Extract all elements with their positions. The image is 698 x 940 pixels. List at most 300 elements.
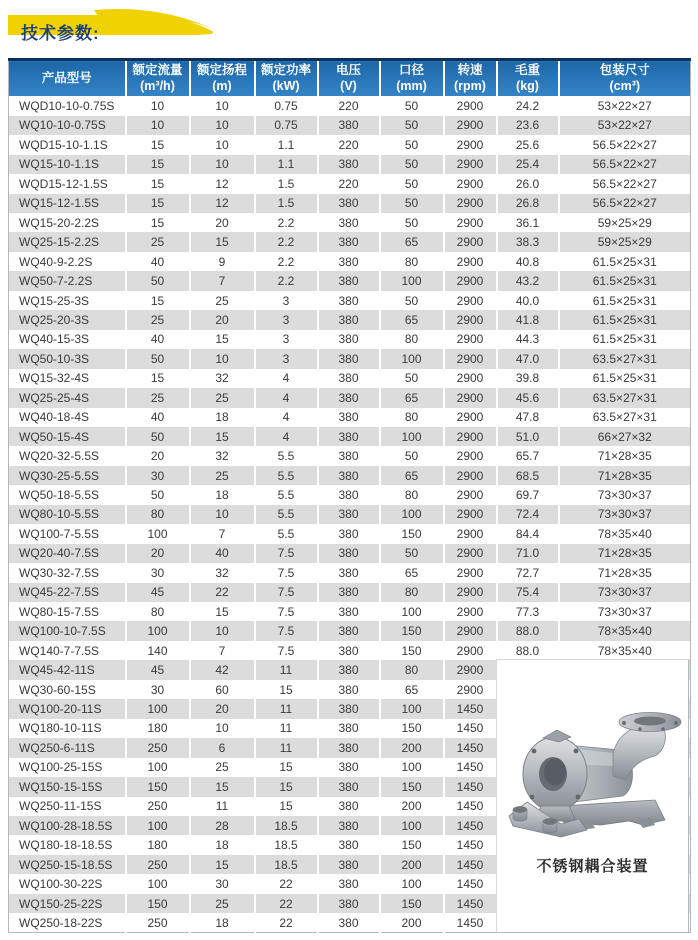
cell-power: 5.5 xyxy=(255,446,318,465)
cell-flow: 50 xyxy=(126,349,190,368)
cell-size: 53×22×27 xyxy=(559,96,691,115)
cell-weight: 47.8 xyxy=(497,408,559,427)
cell-flow: 180 xyxy=(126,835,190,854)
cell-model: WQD15-12-1.5S xyxy=(9,174,126,193)
cell-weight: 77.3 xyxy=(497,602,559,621)
cell-diameter: 65 xyxy=(380,680,444,699)
cell-model: WQ40-18-4S xyxy=(9,408,126,427)
cell-size: 61.5×25×31 xyxy=(559,310,691,329)
cell-size: 78×35×40 xyxy=(559,524,691,543)
cell-flow: 100 xyxy=(126,699,190,718)
cell-speed: 2900 xyxy=(444,310,497,329)
cell-voltage: 380 xyxy=(318,291,380,310)
cell-voltage: 380 xyxy=(318,388,380,407)
cell-power: 2.2 xyxy=(255,252,318,271)
cell-head: 15 xyxy=(190,602,255,621)
cell-head: 20 xyxy=(190,699,255,718)
cell-diameter: 100 xyxy=(380,349,444,368)
cell-speed: 2900 xyxy=(444,252,497,271)
table-row xyxy=(9,155,691,174)
cell-speed: 2900 xyxy=(444,680,497,699)
cell-flow: 150 xyxy=(126,894,190,913)
cell-speed: 2900 xyxy=(444,485,497,504)
cell-voltage: 380 xyxy=(318,894,380,913)
table-row xyxy=(9,505,691,524)
cell-diameter: 150 xyxy=(380,777,444,796)
cell-size: 71×28×35 xyxy=(559,446,691,465)
cell-diameter: 100 xyxy=(380,874,444,893)
table-row xyxy=(9,330,691,349)
cell-power: 18.5 xyxy=(255,835,318,854)
cell-diameter: 80 xyxy=(380,485,444,504)
cell-voltage: 220 xyxy=(318,174,380,193)
cell-diameter: 150 xyxy=(380,719,444,738)
cell-speed: 1450 xyxy=(444,816,497,835)
cell-diameter: 50 xyxy=(380,155,444,174)
cell-power: 22 xyxy=(255,874,318,893)
cell-diameter: 65 xyxy=(380,563,444,582)
cell-power: 15 xyxy=(255,758,318,777)
cell-head: 42 xyxy=(190,660,255,679)
cell-flow: 15 xyxy=(126,135,190,154)
cell-weight: 24.2 xyxy=(497,96,559,115)
cell-weight: 40.8 xyxy=(497,252,559,271)
cell-size: 63.5×27×31 xyxy=(559,388,691,407)
cell-power: 5.5 xyxy=(255,524,318,543)
cell-speed: 2900 xyxy=(444,232,497,251)
table-row xyxy=(9,96,691,115)
cell-speed: 2900 xyxy=(444,544,497,563)
cell-model: WQ15-25-3S xyxy=(9,291,126,310)
cell-speed: 2900 xyxy=(444,466,497,485)
cell-power: 3 xyxy=(255,330,318,349)
cell-head: 20 xyxy=(190,213,255,232)
cell-weight: 84.4 xyxy=(497,524,559,543)
cell-size: 73×30×37 xyxy=(559,505,691,524)
cell-diameter: 100 xyxy=(380,758,444,777)
table-row xyxy=(9,621,691,640)
cell-weight: 88.0 xyxy=(497,621,559,640)
cell-speed: 2900 xyxy=(444,602,497,621)
cell-weight: 39.8 xyxy=(497,369,559,388)
cell-model: WQ50-7-2.2S xyxy=(9,271,126,290)
cell-weight: 38.3 xyxy=(497,232,559,251)
cell-weight: 47.0 xyxy=(497,349,559,368)
cell-power: 4 xyxy=(255,427,318,446)
cell-voltage: 380 xyxy=(318,505,380,524)
table-row xyxy=(9,349,691,368)
table-row xyxy=(9,485,691,504)
cell-head: 12 xyxy=(190,174,255,193)
cell-speed: 1450 xyxy=(444,874,497,893)
cell-model: WQ25-20-3S xyxy=(9,310,126,329)
table-row xyxy=(9,466,691,485)
cell-flow: 100 xyxy=(126,621,190,640)
cell-speed: 1450 xyxy=(444,835,497,854)
header-speed: 转速 (rpm) xyxy=(444,60,497,97)
cell-flow: 15 xyxy=(126,291,190,310)
cell-head: 28 xyxy=(190,816,255,835)
table-row xyxy=(9,427,691,446)
cell-speed: 1450 xyxy=(444,777,497,796)
section-title: 技术参数: xyxy=(21,24,100,43)
cell-model: WQ10-10-0.75S xyxy=(9,116,126,135)
table-row xyxy=(9,291,691,310)
cell-diameter: 50 xyxy=(380,174,444,193)
cell-speed: 2900 xyxy=(444,174,497,193)
cell-weight: 72.7 xyxy=(497,563,559,582)
cell-head: 10 xyxy=(190,96,255,115)
cell-speed: 1450 xyxy=(444,797,497,816)
cell-voltage: 380 xyxy=(318,797,380,816)
cell-diameter: 150 xyxy=(380,621,444,640)
cell-weight: 51.0 xyxy=(497,427,559,446)
cell-power: 0.75 xyxy=(255,96,318,115)
cell-voltage: 380 xyxy=(318,524,380,543)
cell-voltage: 380 xyxy=(318,758,380,777)
cell-flow: 10 xyxy=(126,96,190,115)
cell-model: WQD15-10-1.1S xyxy=(9,135,126,154)
cell-weight: 65.7 xyxy=(497,446,559,465)
cell-size: 63.5×27×31 xyxy=(559,349,691,368)
header-model: 产品型号 xyxy=(9,60,126,97)
cell-speed: 2900 xyxy=(444,524,497,543)
cell-power: 11 xyxy=(255,719,318,738)
cell-voltage: 380 xyxy=(318,369,380,388)
cell-flow: 25 xyxy=(126,388,190,407)
cell-speed: 2900 xyxy=(444,349,497,368)
table-row xyxy=(9,116,691,135)
cell-voltage: 380 xyxy=(318,874,380,893)
cell-voltage: 380 xyxy=(318,641,380,660)
cell-voltage: 380 xyxy=(318,330,380,349)
cell-diameter: 50 xyxy=(380,369,444,388)
cell-diameter: 100 xyxy=(380,816,444,835)
cell-model: WQ250-11-15S xyxy=(9,797,126,816)
section-banner xyxy=(8,8,218,48)
cell-power: 11 xyxy=(255,738,318,757)
cell-model: WQ250-6-11S xyxy=(9,738,126,757)
cell-flow: 40 xyxy=(126,330,190,349)
cell-flow: 50 xyxy=(126,485,190,504)
cell-speed: 1450 xyxy=(444,719,497,738)
header-weight: 毛重 (kg) xyxy=(497,60,559,97)
table-header xyxy=(9,60,691,97)
cell-voltage: 380 xyxy=(318,738,380,757)
cell-flow: 15 xyxy=(126,155,190,174)
cell-voltage: 380 xyxy=(318,116,380,135)
cell-weight: 25.4 xyxy=(497,155,559,174)
cell-voltage: 380 xyxy=(318,544,380,563)
cell-size: 56.5×22×27 xyxy=(559,194,691,213)
cell-size: 71×28×35 xyxy=(559,563,691,582)
cell-power: 11 xyxy=(255,660,318,679)
cell-flow: 15 xyxy=(126,194,190,213)
cell-diameter: 200 xyxy=(380,738,444,757)
cell-voltage: 380 xyxy=(318,271,380,290)
cell-weight: 68.5 xyxy=(497,466,559,485)
cell-head: 7 xyxy=(190,524,255,543)
cell-size: 61.5×25×31 xyxy=(559,330,691,349)
cell-flow: 10 xyxy=(126,116,190,135)
cell-diameter: 80 xyxy=(380,583,444,602)
cell-voltage: 380 xyxy=(318,621,380,640)
header-diameter: 口径 (mm) xyxy=(380,60,444,97)
cell-size: 71×28×35 xyxy=(559,544,691,563)
cell-power: 18.5 xyxy=(255,855,318,874)
cell-flow: 50 xyxy=(126,427,190,446)
cell-model: WQ45-42-11S xyxy=(9,660,126,679)
cell-power: 15 xyxy=(255,777,318,796)
cell-model: WQ45-22-7.5S xyxy=(9,583,126,602)
cell-voltage: 380 xyxy=(318,446,380,465)
cell-weight: 44.3 xyxy=(497,330,559,349)
cell-flow: 15 xyxy=(126,213,190,232)
cell-head: 25 xyxy=(190,466,255,485)
cell-flow: 250 xyxy=(126,855,190,874)
cell-flow: 50 xyxy=(126,271,190,290)
cell-diameter: 100 xyxy=(380,505,444,524)
cell-head: 7 xyxy=(190,641,255,660)
cell-power: 7.5 xyxy=(255,583,318,602)
cell-power: 7.5 xyxy=(255,563,318,582)
cell-size: 56.5×22×27 xyxy=(559,174,691,193)
cell-flow: 150 xyxy=(126,777,190,796)
cell-speed: 2900 xyxy=(444,505,497,524)
cell-diameter: 50 xyxy=(380,116,444,135)
cell-head: 18 xyxy=(190,485,255,504)
cell-power: 18.5 xyxy=(255,816,318,835)
cell-model: WQ100-28-18.5S xyxy=(9,816,126,835)
cell-model: WQ20-40-7.5S xyxy=(9,544,126,563)
cell-power: 7.5 xyxy=(255,544,318,563)
cell-model: WQ25-25-4S xyxy=(9,388,126,407)
cell-model: WQ250-15-18.5S xyxy=(9,855,126,874)
cell-diameter: 50 xyxy=(380,135,444,154)
cell-flow: 15 xyxy=(126,174,190,193)
cell-weight: 69.7 xyxy=(497,485,559,504)
cell-power: 2.2 xyxy=(255,232,318,251)
cell-weight: 40.0 xyxy=(497,291,559,310)
cell-size: 56.5×22×27 xyxy=(559,135,691,154)
cell-diameter: 200 xyxy=(380,855,444,874)
cell-weight: 41.8 xyxy=(497,310,559,329)
cell-model: WQ50-15-4S xyxy=(9,427,126,446)
cell-voltage: 380 xyxy=(318,855,380,874)
cell-voltage: 380 xyxy=(318,602,380,621)
cell-head: 15 xyxy=(190,427,255,446)
cell-head: 15 xyxy=(190,232,255,251)
cell-speed: 2900 xyxy=(444,194,497,213)
cell-power: 4 xyxy=(255,388,318,407)
stainless-pump-photo xyxy=(503,694,683,852)
table-row xyxy=(9,583,691,602)
table-row xyxy=(9,446,691,465)
cell-speed: 2900 xyxy=(444,291,497,310)
cell-flow: 30 xyxy=(126,563,190,582)
cell-speed: 2900 xyxy=(444,155,497,174)
cell-model: WQ100-20-11S xyxy=(9,699,126,718)
cell-head: 11 xyxy=(190,797,255,816)
cell-voltage: 220 xyxy=(318,135,380,154)
cell-size: 63.5×27×31 xyxy=(559,408,691,427)
cell-head: 25 xyxy=(190,291,255,310)
table-row xyxy=(9,135,691,154)
cell-model: WQ80-10-5.5S xyxy=(9,505,126,524)
cell-speed: 2900 xyxy=(444,427,497,446)
cell-size: 73×30×37 xyxy=(559,583,691,602)
cell-head: 10 xyxy=(190,155,255,174)
cell-head: 18 xyxy=(190,835,255,854)
table-row xyxy=(9,544,691,563)
cell-size: 71×28×35 xyxy=(559,466,691,485)
cell-voltage: 380 xyxy=(318,310,380,329)
cell-diameter: 150 xyxy=(380,524,444,543)
cell-model: WQ25-15-2.2S xyxy=(9,232,126,251)
cell-speed: 2900 xyxy=(444,563,497,582)
cell-head: 32 xyxy=(190,446,255,465)
cell-head: 18 xyxy=(190,408,255,427)
cell-power: 5.5 xyxy=(255,505,318,524)
cell-speed: 2900 xyxy=(444,330,497,349)
cell-flow: 140 xyxy=(126,641,190,660)
cell-head: 6 xyxy=(190,738,255,757)
cell-size: 61.5×25×31 xyxy=(559,271,691,290)
cell-power: 11 xyxy=(255,699,318,718)
cell-model: WQ100-10-7.5S xyxy=(9,621,126,640)
cell-diameter: 80 xyxy=(380,252,444,271)
cell-head: 22 xyxy=(190,583,255,602)
cell-speed: 2900 xyxy=(444,135,497,154)
cell-diameter: 50 xyxy=(380,291,444,310)
cell-head: 25 xyxy=(190,894,255,913)
table-row xyxy=(9,310,691,329)
cell-head: 7 xyxy=(190,271,255,290)
cell-model: WQ180-10-11S xyxy=(9,719,126,738)
photo-caption: 不锈钢耦合装置 xyxy=(536,858,649,875)
cell-model: WQ100-30-22S xyxy=(9,874,126,893)
cell-model: WQ50-18-5.5S xyxy=(9,485,126,504)
cell-power: 3 xyxy=(255,291,318,310)
cell-speed: 2900 xyxy=(444,660,497,679)
cell-diameter: 50 xyxy=(380,194,444,213)
cell-power: 7.5 xyxy=(255,621,318,640)
cell-speed: 2900 xyxy=(444,621,497,640)
table-row xyxy=(9,408,691,427)
cell-voltage: 380 xyxy=(318,563,380,582)
cell-speed: 2900 xyxy=(444,408,497,427)
cell-flow: 100 xyxy=(126,874,190,893)
cell-flow: 25 xyxy=(126,232,190,251)
cell-diameter: 65 xyxy=(380,388,444,407)
cell-voltage: 380 xyxy=(318,252,380,271)
cell-diameter: 50 xyxy=(380,213,444,232)
cell-model: WQ150-25-22S xyxy=(9,894,126,913)
cell-voltage: 220 xyxy=(318,96,380,115)
cell-voltage: 380 xyxy=(318,194,380,213)
cell-speed: 2900 xyxy=(444,369,497,388)
cell-head: 25 xyxy=(190,388,255,407)
cell-model: WQ40-9-2.2S xyxy=(9,252,126,271)
cell-diameter: 200 xyxy=(380,797,444,816)
cell-size: 73×30×37 xyxy=(559,602,691,621)
cell-flow: 45 xyxy=(126,583,190,602)
cell-weight: 72.4 xyxy=(497,505,559,524)
cell-flow: 30 xyxy=(126,466,190,485)
cell-speed: 2900 xyxy=(444,641,497,660)
cell-voltage: 380 xyxy=(318,816,380,835)
cell-head: 15 xyxy=(190,855,255,874)
cell-speed: 2900 xyxy=(444,583,497,602)
table-row xyxy=(9,232,691,251)
cell-power: 3 xyxy=(255,310,318,329)
cell-speed: 2900 xyxy=(444,388,497,407)
cell-head: 12 xyxy=(190,194,255,213)
cell-power: 15 xyxy=(255,680,318,699)
cell-flow: 80 xyxy=(126,505,190,524)
cell-flow: 100 xyxy=(126,524,190,543)
cell-flow: 45 xyxy=(126,660,190,679)
cell-diameter: 100 xyxy=(380,699,444,718)
header-head: 额定扬程 (m) xyxy=(190,60,255,97)
cell-diameter: 65 xyxy=(380,232,444,251)
cell-weight: 75.4 xyxy=(497,583,559,602)
table-row xyxy=(9,563,691,582)
cell-flow: 100 xyxy=(126,758,190,777)
cell-size: 59×25×29 xyxy=(559,232,691,251)
table-row xyxy=(9,213,691,232)
header-power: 额定功率 (kW) xyxy=(255,60,318,97)
cell-voltage: 380 xyxy=(318,699,380,718)
cell-voltage: 380 xyxy=(318,660,380,679)
cell-voltage: 380 xyxy=(318,719,380,738)
header-flow: 额定流量 (m³/h) xyxy=(126,60,190,97)
cell-head: 60 xyxy=(190,680,255,699)
cell-speed: 1450 xyxy=(444,758,497,777)
cell-model: WQ15-12-1.5S xyxy=(9,194,126,213)
cell-size: 73×30×37 xyxy=(559,485,691,504)
cell-speed: 2900 xyxy=(444,116,497,135)
cell-diameter: 50 xyxy=(380,446,444,465)
cell-weight: 43.2 xyxy=(497,271,559,290)
cell-weight: 45.6 xyxy=(497,388,559,407)
cell-voltage: 380 xyxy=(318,680,380,699)
cell-power: 22 xyxy=(255,894,318,913)
cell-flow: 15 xyxy=(126,369,190,388)
cell-flow: 250 xyxy=(126,738,190,757)
cell-voltage: 380 xyxy=(318,213,380,232)
cell-model: WQ30-32-7.5S xyxy=(9,563,126,582)
cell-size: 78×35×40 xyxy=(559,641,691,660)
cell-diameter: 100 xyxy=(380,271,444,290)
cell-model: WQ20-32-5.5S xyxy=(9,446,126,465)
cell-power: 7.5 xyxy=(255,602,318,621)
cell-weight: 23.6 xyxy=(497,116,559,135)
cell-head: 10 xyxy=(190,505,255,524)
cell-power: 5.5 xyxy=(255,485,318,504)
cell-model: WQ50-10-3S xyxy=(9,349,126,368)
cell-power: 1.1 xyxy=(255,155,318,174)
cell-head: 30 xyxy=(190,874,255,893)
cell-voltage: 380 xyxy=(318,349,380,368)
cell-power: 1.5 xyxy=(255,174,318,193)
cell-diameter: 100 xyxy=(380,602,444,621)
cell-weight: 26.8 xyxy=(497,194,559,213)
cell-size: 61.5×25×31 xyxy=(559,369,691,388)
cell-head: 10 xyxy=(190,349,255,368)
cell-model: WQ100-7-5.5S xyxy=(9,524,126,543)
cell-power: 0.75 xyxy=(255,116,318,135)
